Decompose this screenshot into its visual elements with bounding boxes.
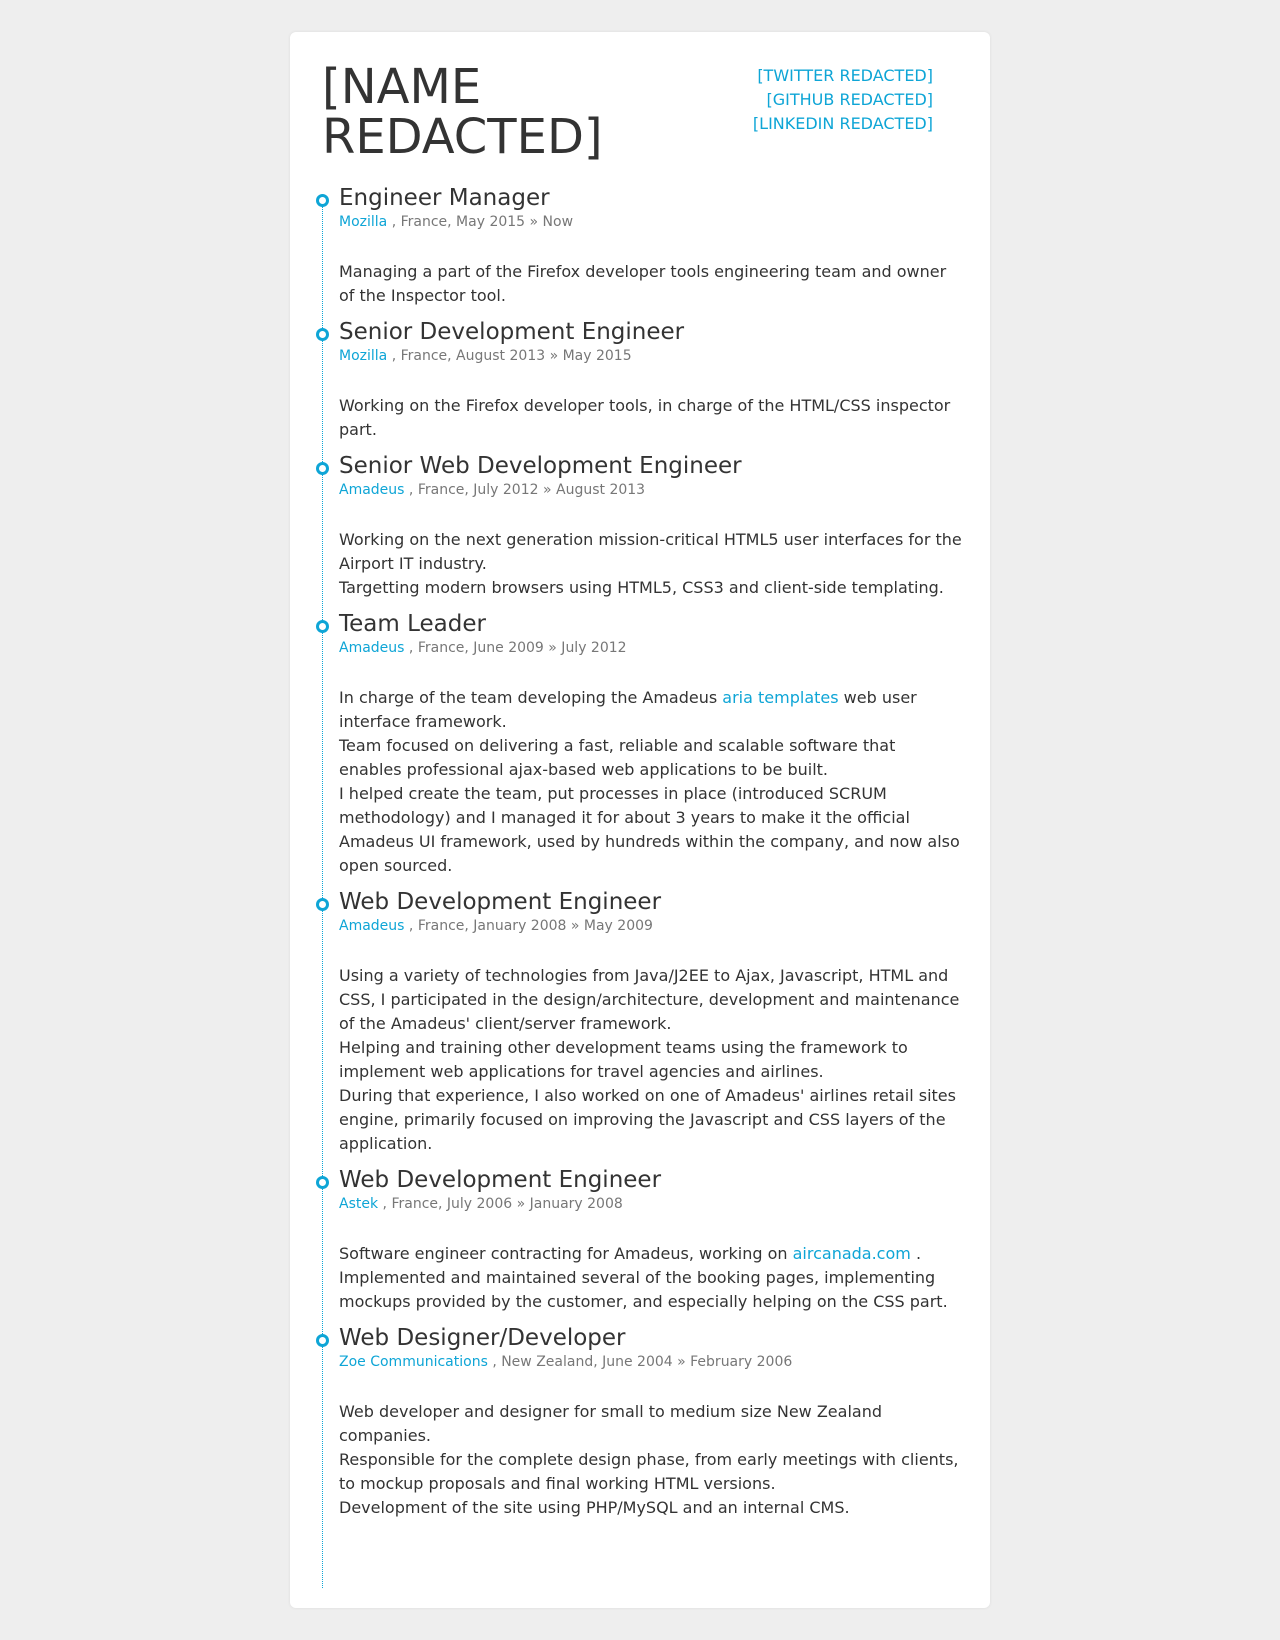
job-entry — [322, 1324, 962, 1520]
job-paragraph: Team focused on delivering a fast, reliable and scalable software that enables professional ajax-based web applications to be built. — [339, 736, 896, 779]
person-name: [NAME REDACTED] — [322, 59, 603, 165]
job-title: Senior Web Development Engineer — [339, 453, 742, 479]
job-meta — [339, 1352, 962, 1372]
paragraph-text: . — [910, 1244, 922, 1263]
github-link[interactable]: [GITHUB REDACTED] — [766, 90, 933, 109]
timeline-dot-icon — [316, 462, 329, 475]
job-location-dates: , France, June 2009 » July 2012 — [408, 640, 627, 656]
job-title: Web Development Engineer — [339, 1167, 662, 1193]
job-description — [339, 528, 962, 600]
job-location-dates: , New Zealand, June 2004 » February 2006 — [492, 1354, 793, 1370]
company-link[interactable]: Zoe Communications — [339, 1354, 488, 1370]
company-link[interactable]: Amadeus — [339, 918, 405, 934]
job-paragraph: I helped create the team, put processes in place (introduced SCRUM methodology) and I managed it for about 3 years to make it the official Amadeus UI framework, used by hundreds within the company, and now also open sourced. — [339, 784, 960, 875]
job-title: Web Development Engineer — [339, 889, 662, 915]
job-paragraph: Targetting modern browsers using HTML5, CSS3 and client-side templating. — [339, 578, 944, 597]
job-paragraph: Working on the next generation mission-critical HTML5 user interfaces for the Airport IT industry. — [339, 530, 962, 573]
job-entry — [322, 888, 962, 1156]
job-paragraph: Helping and training other development teams using the framework to implement web applications for travel agencies and airlines. — [339, 1038, 908, 1081]
job-meta — [339, 346, 962, 366]
job-entry — [322, 610, 962, 878]
timeline-dot-icon — [316, 898, 329, 911]
job-description — [339, 260, 962, 308]
job-entry — [322, 452, 962, 600]
job-title: Engineer Manager — [339, 185, 550, 211]
job-entry — [322, 318, 962, 442]
aircanada-link[interactable]: aircanada.com — [792, 1244, 911, 1263]
job-paragraph — [339, 1242, 962, 1266]
job-title: Team Leader — [339, 611, 486, 637]
job-description — [339, 686, 962, 878]
job-paragraph — [339, 686, 962, 734]
job-location-dates: , France, August 2013 » May 2015 — [391, 348, 632, 364]
resume-card — [290, 32, 990, 1608]
job-description — [339, 1242, 962, 1314]
job-paragraph: Responsible for the complete design phase, from early meetings with clients, to mockup proposals and final working HTML versions. — [339, 1450, 959, 1493]
aria-templates-link[interactable]: aria templates — [722, 688, 839, 707]
job-meta — [339, 638, 962, 658]
job-entry — [322, 1166, 962, 1314]
timeline-dot-icon — [316, 1176, 329, 1189]
job-paragraph: Web developer and designer for small to medium size New Zealand companies. — [339, 1402, 882, 1445]
twitter-link[interactable]: [TWITTER REDACTED] — [757, 66, 933, 85]
company-link[interactable]: Mozilla — [339, 214, 388, 230]
resume-header — [290, 32, 990, 184]
job-title: Web Designer/Developer — [339, 1325, 626, 1351]
job-paragraph: Implemented and maintained several of the booking pages, implementing mockups provided by the customer, and especially helping on the CSS part. — [339, 1268, 948, 1311]
job-meta — [339, 480, 962, 500]
timeline-dot-icon — [316, 1334, 329, 1347]
job-meta — [339, 916, 962, 936]
job-paragraph: During that experience, I also worked on one of Amadeus' airlines retail sites engine, primarily focused on improving the Javascript and CSS layers of the application. — [339, 1086, 956, 1153]
social-links — [753, 64, 933, 136]
paragraph-text: web user interface framework. — [339, 688, 917, 731]
job-description — [339, 964, 962, 1156]
linkedin-link[interactable]: [LINKEDIN REDACTED] — [752, 114, 933, 133]
timeline-dot-icon — [316, 328, 329, 341]
paragraph-text: In charge of the team developing the Amadeus — [339, 688, 723, 707]
company-link[interactable]: Amadeus — [339, 640, 405, 656]
job-meta — [339, 1194, 962, 1214]
timeline-dot-icon — [316, 194, 329, 207]
job-location-dates: , France, July 2006 » January 2008 — [382, 1196, 623, 1212]
job-paragraph: Working on the Firefox developer tools, in charge of the HTML/CSS inspector part. — [339, 396, 951, 439]
experience-timeline — [322, 184, 962, 1530]
job-description — [339, 1400, 962, 1520]
job-title: Senior Development Engineer — [339, 319, 685, 345]
job-location-dates: , France, May 2015 » Now — [391, 214, 574, 230]
job-location-dates: , France, January 2008 » May 2009 — [408, 918, 653, 934]
job-paragraph: Managing a part of the Firefox developer tools engineering team and owner of the Inspector tool. — [339, 262, 947, 305]
job-description — [339, 394, 962, 442]
job-paragraph: Development of the site using PHP/MySQL and an internal CMS. — [339, 1498, 850, 1517]
timeline-dot-icon — [316, 620, 329, 633]
paragraph-text: Software engineer contracting for Amadeus, working on — [339, 1244, 793, 1263]
company-link[interactable]: Amadeus — [339, 482, 405, 498]
company-link[interactable]: Mozilla — [339, 348, 388, 364]
job-entry — [322, 184, 962, 308]
job-paragraph: Using a variety of technologies from Java/J2EE to Ajax, Javascript, HTML and CSS, I participated in the design/architecture, development and maintenance of the Amadeus' client/server framework. — [339, 966, 960, 1033]
job-meta — [339, 212, 962, 232]
company-link[interactable]: Astek — [339, 1196, 379, 1212]
job-location-dates: , France, July 2012 » August 2013 — [408, 482, 646, 498]
